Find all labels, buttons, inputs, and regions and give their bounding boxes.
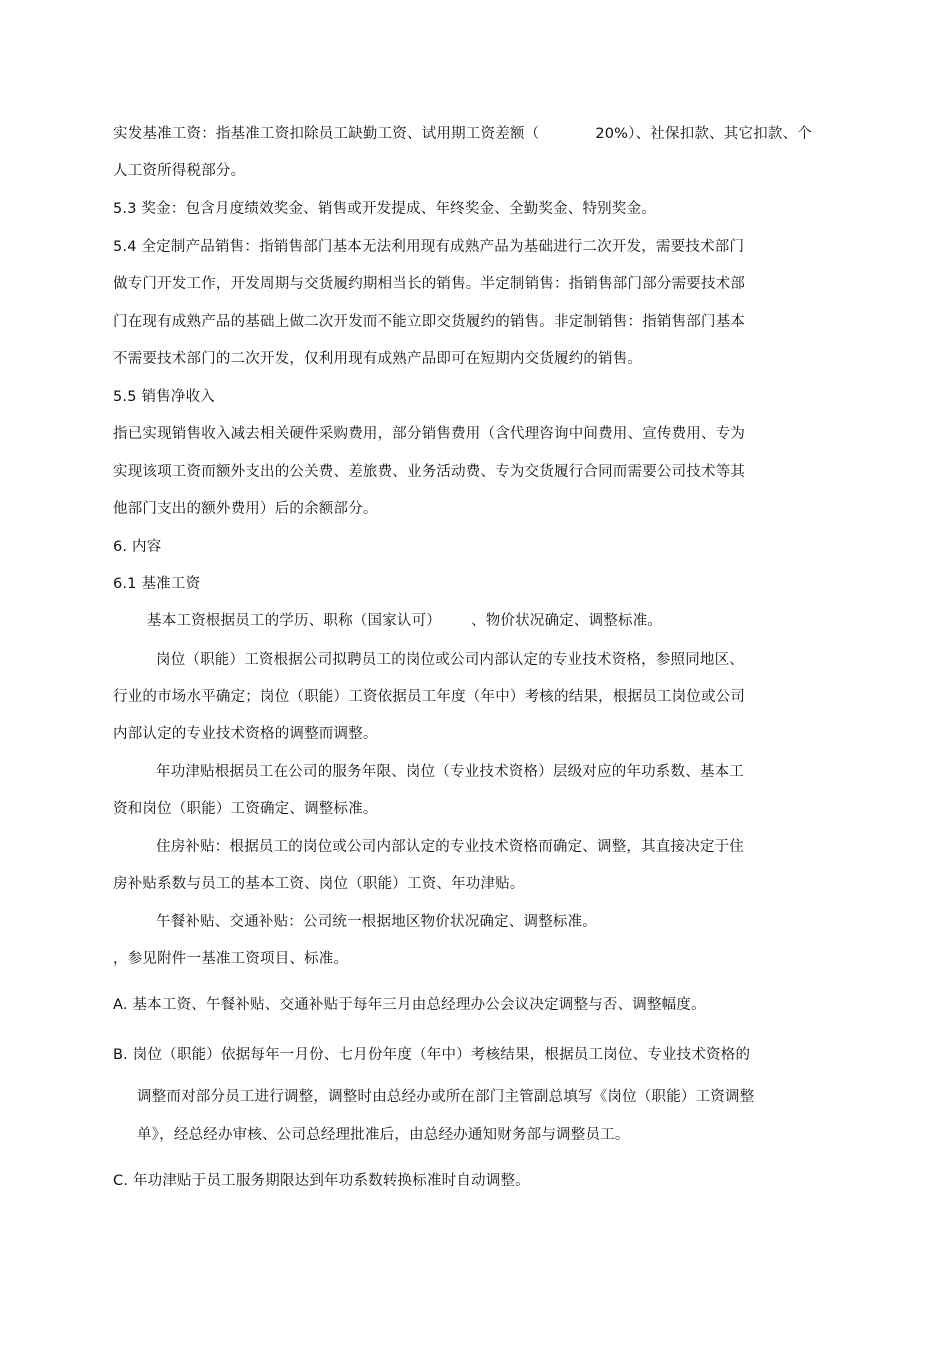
paragraph-line: 房补贴系数与员工的基本工资、岗位（职能）工资、年功津贴。 [113,876,525,892]
paragraph-line: 住房补贴：根据员工的岗位或公司内部认定的专业技术资格而确定、调整，其直接决定于住 [156,839,744,855]
paragraph-line [113,124,812,144]
paragraph-line: ，参见附件一基准工资项目、标准。 [113,951,349,967]
list-item-b: B. 岗位（职能）依据每年一月份、七月份年度（年中）考核结果，根据员工岗位、专业技术资格的 [113,1047,751,1063]
paragraph-line: 内部认定的专业技术资格的调整而调整。 [113,726,378,742]
text-segment: 、物价状况确定、调整标准。 [471,613,663,629]
paragraph-line: 调整而对部分员工进行调整，调整时由总经办或所在部门主管副总填写《岗位（职能）工资调整 [137,1089,755,1105]
paragraph-line: 午餐补贴、交通补贴：公司统一根据地区物价状况确定、调整标准。 [156,914,597,930]
list-item-a: A. 基本工资、午餐补贴、交通补贴于每年三月由总经理办公会议决定调整与否、调整幅度。 [113,997,706,1013]
paragraph-line: 岗位（职能）工资根据公司拟聘员工的岗位或公司内部认定的专业技术资格，参照同地区、 [156,652,744,668]
paragraph-line: 做专门开发工作，开发周期与交货履约期相当长的销售。半定制销售：指销售部门部分需要技术部 [113,276,746,292]
text-segment: 基本工资根据员工的学历、职称（国家认可） [147,613,441,629]
paragraph-line: 不需要技术部门的二次开发，仅利用现有成熟产品即可在短期内交货履约的销售。 [113,351,643,367]
section-6-1-heading: 6.1 基准工资 [113,576,201,592]
text-segment: 实发基准工资：指基准工资扣除员工缺勤工资、试用期工资差额（ [113,126,540,142]
paragraph-line: 门在现有成熟产品的基础上做二次开发而不能立即交货履约的销售。非定制销售：指销售部门基本 [113,314,746,330]
list-item-c: C. 年功津贴于员工服务期限达到年功系数转换标准时自动调整。 [113,1173,530,1189]
paragraph-line: 年功津贴根据员工在公司的服务年限、岗位（专业技术资格）层级对应的年功系数、基本工 [156,764,744,780]
paragraph-line: 他部门支出的额外费用）后的余额部分。 [113,501,378,517]
paragraph-line: 单》，经总经办审核、公司总经理批准后，由总经办通知财务部与调整员工。 [137,1127,630,1143]
section-5-5-heading: 5.5 销售净收入 [113,389,215,405]
paragraph-line: 人工资所得税部分。 [113,163,246,179]
paragraph-line: 实现该项工资而额外支出的公关费、差旅费、业务活动费、专为交货履行合同而需要公司技术等其 [113,464,746,480]
paragraph-line: 行业的市场水平确定；岗位（职能）工资依据员工年度（年中）考核的结果，根据员工岗位或公司 [113,689,746,705]
paragraph-line: 资和岗位（职能）工资确定、调整标准。 [113,801,378,817]
paragraph-line [147,611,662,631]
paragraph-line: 指已实现销售收入减去相关硬件采购费用，部分销售费用（含代理咨询中间费用、宣传费用、专为 [113,426,746,442]
section-6-heading: 6. 内容 [113,539,162,555]
text-segment: 20%）、社保扣款、其它扣款、个 [595,126,812,142]
section-5-4-heading: 5.4 全定制产品销售：指销售部门基本无法利用现有成熟产品为基础进行二次开发，需要技术部门 [113,239,745,255]
section-5-3-heading: 5.3 奖金：包含月度绩效奖金、销售或开发提成、年终奖金、全勤奖金、特别奖金。 [113,201,656,217]
